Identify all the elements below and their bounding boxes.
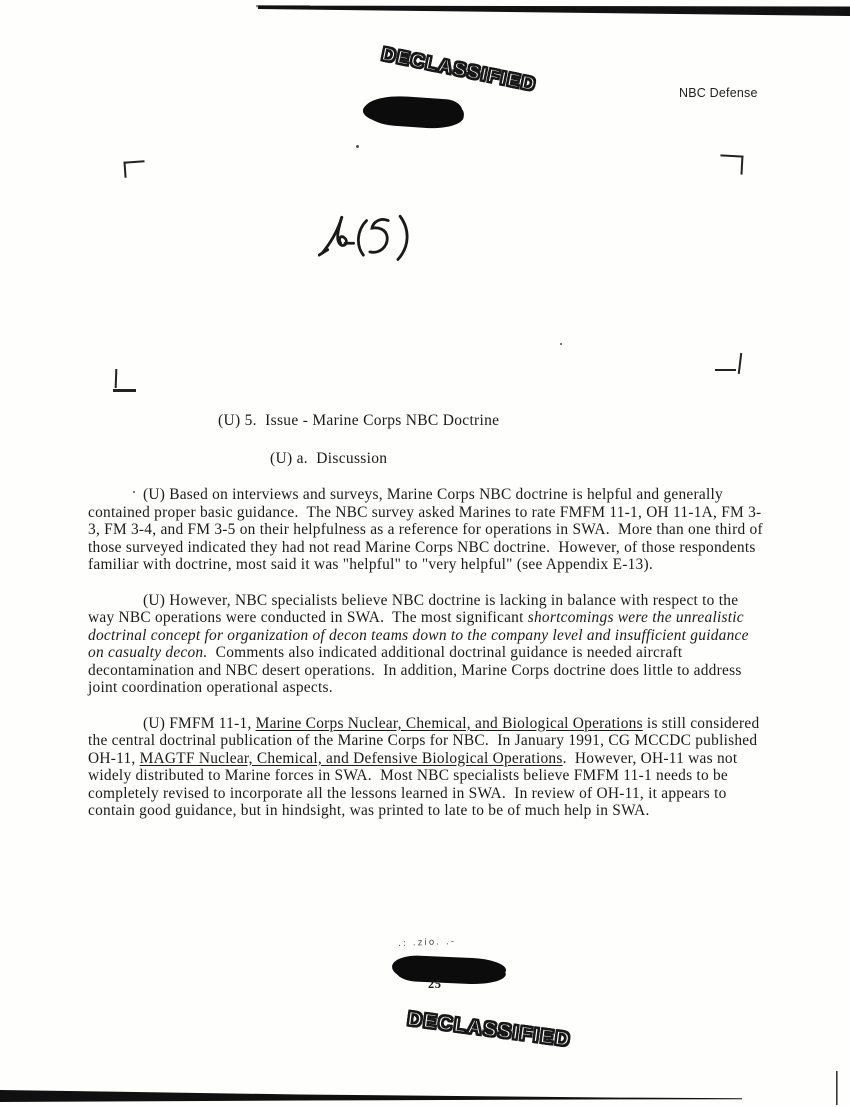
corner-bracket-top-right [720,154,744,174]
text-segment-normal: . However, OH-11 was not widely distributed to Marine forces in SWA. Most NBC specialists believe FMFM 11-1 needs to be completely revised to incorporate all the lessons learned in SWA. In review of OH-11, it appears to contain good guidance, but in hindsight, was printed to late to be of much help in SWA. [88,749,742,819]
corner-bracket-right-horizontal [715,369,736,371]
paragraph-2 [88,592,768,697]
text-segment-underline: Marine Corps Nuclear, Chemical, and Biological Operations [255,714,643,732]
scan-speck [560,343,562,345]
corner-bracket-left-horizontal [113,389,136,392]
text-segment-underline: MAGTF Nuclear, Chemical, and Defensive Biological Operations [139,749,563,767]
section-heading: (U) 5. Issue - Marine Corps NBC Doctrine [218,412,500,429]
handwritten-exemption-note [318,214,426,271]
section-subheading: (U) a. Discussion [270,450,388,467]
body-text-block [88,486,768,838]
corner-bracket-top-left [123,160,145,177]
paragraph-1 [88,486,768,574]
text-segment-italic: shortcomings were the unrealistic doctrinal concept for organization of decon teams down to the company level and insufficient guidance on casualty decon. [88,609,753,661]
paragraph-3 [88,715,768,820]
declassified-stamp-top: DECLASSIFIED [379,44,539,96]
text-segment-normal: (U) FMFM 11-1, [143,714,256,732]
text-segment-normal: (U) However, NBC specialists believe NBC doctrine is lacking in balance with respect to the way NBC operations were conducted in SWA. The most significant [88,591,743,626]
bottom-scan-bar [0,1090,742,1102]
page-number: 25 [428,977,442,991]
text-segment-normal: Comments also indicated additional doctrinal guidance is needed aircraft decontamination and NBC desert operations. In addition, Marine Corps doctrine does little to address joint coordination operational aspects. [88,644,746,696]
text-segment-normal: (U) Based on interviews and surveys, Marine Corps NBC doctrine is helpful and generally contained proper basic guidance. The NBC survey asked Marines to rate FMFM 11-1, OH 11-1A, FM 3-3, FM 3-4, and FM 3-5 on their helpfulness as a reference for operations in SWA. More than one third of those surveyed indicated they had not read Marine Corps NBC doctrine. However, of those respondents familiar with doctrine, most said it was "helpful" to "very helpful" (see Appendix E-13). [88,486,767,573]
stamp-remnant-marks: .: .zio. .- [397,936,457,950]
header-classification-label: NBC Defense [679,86,758,100]
top-scan-bar-main [258,6,850,16]
text-segment-normal: is still considered the central doctrinal publication of the Marine Corps for NBC. In January 1991, CG MCCDC published OH-11, [88,714,764,767]
bottom-right-tick [836,1071,838,1105]
handwriting-b5-strokes [318,214,426,266]
scan-speck [356,145,359,148]
declassified-stamp-bottom: DECLASSIFIED [406,1008,573,1052]
